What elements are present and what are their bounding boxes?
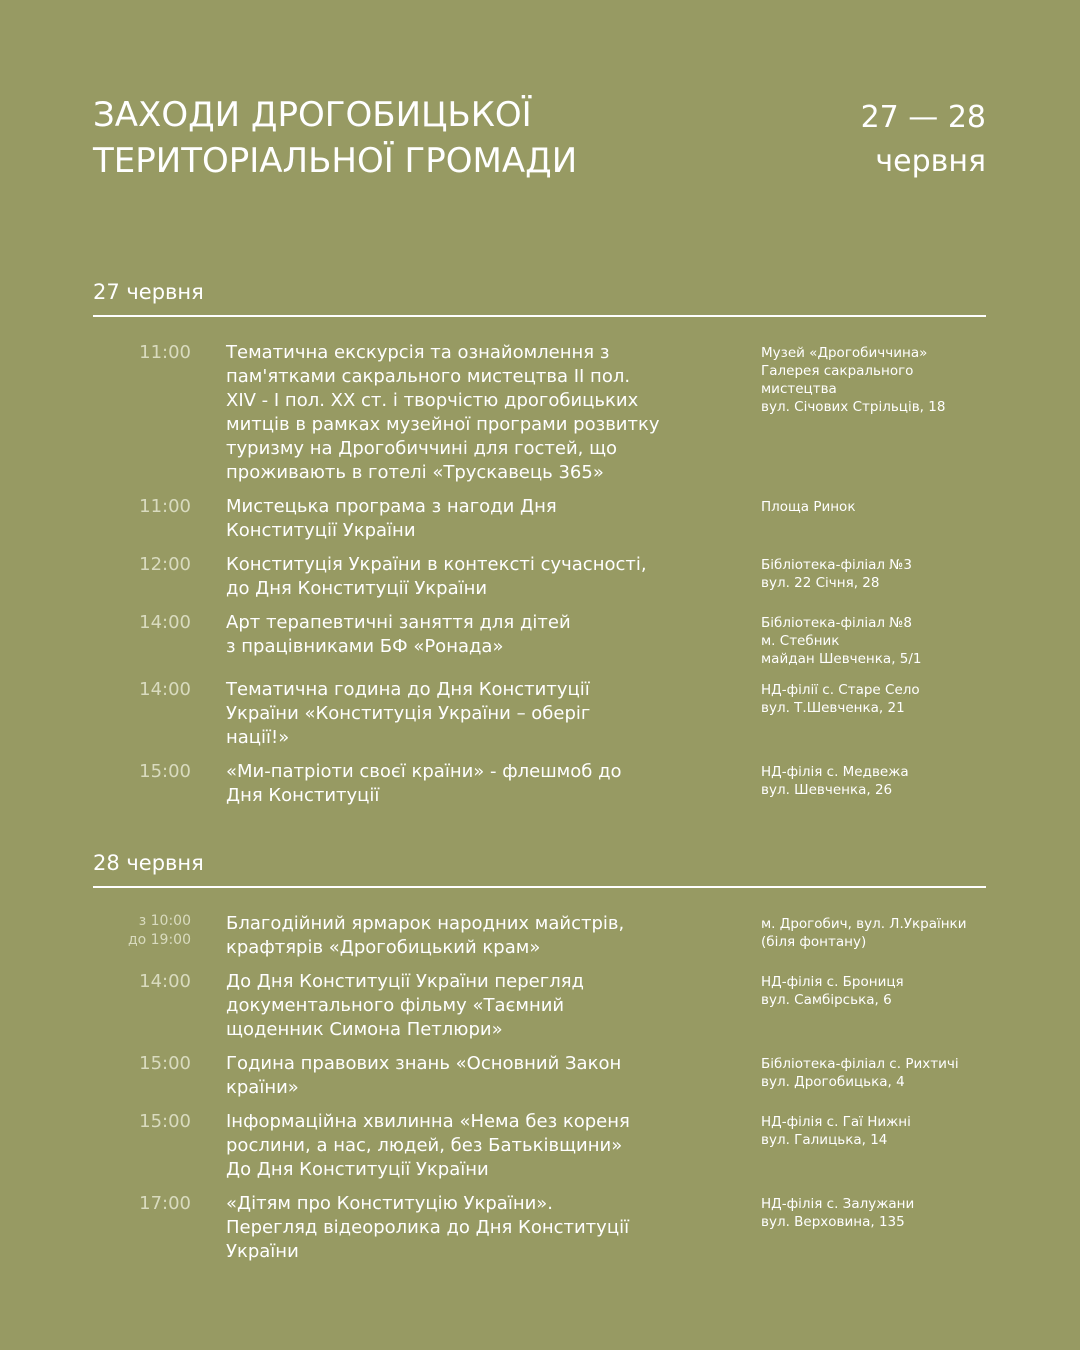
- event-place: НД-філія с. Брониця вул. Самбірська, 6: [761, 974, 904, 1008]
- day-heading: 28 червня: [93, 850, 986, 888]
- event-place: Бібліотека-філіал с. Рихтичі вул. Дрогобицька, 4: [761, 1056, 959, 1090]
- event-time: 14:00: [139, 971, 191, 992]
- event-time: 15:00: [139, 1111, 191, 1132]
- event-title: Година правових знань «Основний Закон країни»: [226, 1053, 622, 1098]
- event-time: 14:00: [139, 612, 191, 633]
- event-title: «Ми-патріоти своєї країни» - флешмоб до Дня Конституції: [226, 761, 622, 806]
- event-title: Благодійний ярмарок народних майстрів, крафтярів «Дрогобицький крам»: [226, 913, 625, 958]
- event-row: [93, 970, 986, 1042]
- event-title: Інформаційна хвилинна «Нема без кореня рослини, а нас, людей, без Батьківщини» До Дня Конституції України: [226, 1111, 630, 1180]
- day-section-27: [93, 279, 986, 818]
- title-line-1: ЗАХОДИ ДРОГОБИЦЬКОЇ: [93, 95, 532, 135]
- event-list: [93, 341, 986, 808]
- event-title: Конституція України в контексті сучасності, до Дня Конституції України: [226, 554, 647, 599]
- event-row: [93, 912, 986, 960]
- event-time-from: з 10:00: [138, 913, 191, 929]
- event-title: «Дітям про Конституцію України». Перегляд відеоролика до Дня Конституції України: [226, 1193, 630, 1262]
- event-place: Бібліотека-філіал №8 м. Стебник майдан Шевченка, 5/1: [761, 615, 922, 667]
- event-time: 17:00: [139, 1193, 191, 1214]
- event-title: Тематична година до Дня Конституції України «Конституція України – оберіг нації!»: [226, 679, 591, 748]
- page-title: [93, 92, 713, 184]
- event-title: Тематична екскурсія та ознайомлення з пам'ятками сакрального мистецтва ІІ пол. XIV - І пол. XX ст. і творчістю дрогобицьких митців в рамках музейної програми розвитку туризму на Дрогобиччині для гостей, що проживають в готелі «Трускавець 365»: [226, 342, 660, 483]
- page-header: [93, 92, 986, 184]
- date-range: 27 — 28: [860, 100, 986, 135]
- event-place: м. Дрогобич, вул. Л.Українки (біля фонтану): [761, 916, 967, 950]
- event-time: 15:00: [139, 761, 191, 782]
- event-row: [93, 495, 986, 543]
- event-row: [93, 678, 986, 750]
- event-place: Площа Ринок: [761, 499, 856, 515]
- event-row: [93, 1110, 986, 1182]
- event-title: До Дня Конституції України перегляд документального фільму «Таємний щоденник Симона Петлюри»: [226, 971, 584, 1040]
- event-time: 14:00: [139, 679, 191, 700]
- event-row: [93, 553, 986, 601]
- event-time-to: до 19:00: [127, 932, 191, 948]
- event-row: [93, 611, 986, 668]
- event-title: Арт терапевтичні заняття для дітей з працівниками БФ «Ронада»: [226, 612, 571, 657]
- title-line-2: ТЕРИТОРІАЛЬНОЇ ГРОМАДИ: [93, 141, 578, 181]
- event-place: НД-філія с. Гаї Нижні вул. Галицька, 14: [761, 1114, 911, 1148]
- day-heading: 27 червня: [93, 279, 986, 317]
- event-row: [93, 341, 986, 485]
- event-place: Музей «Дрогобиччина» Галерея сакрального мистецтва вул. Січових Стрільців, 18: [761, 345, 946, 415]
- event-title: Мистецька програма з нагоди Дня Конституції України: [226, 496, 557, 541]
- event-time-range: [93, 912, 191, 950]
- event-row: [93, 760, 986, 808]
- event-time: 15:00: [139, 1053, 191, 1074]
- day-section-28: [93, 850, 986, 1274]
- event-row: [93, 1192, 986, 1264]
- event-time: 11:00: [139, 342, 191, 363]
- event-place: НД-філії с. Старе Село вул. Т.Шевченка, 21: [761, 682, 920, 716]
- event-place: НД-філія с. Медвежа вул. Шевченка, 26: [761, 764, 909, 798]
- date-range-block: [861, 96, 986, 184]
- date-month: червня: [875, 144, 986, 179]
- event-time: 11:00: [139, 496, 191, 517]
- event-list: [93, 912, 986, 1264]
- event-place: НД-філія с. Залужани вул. Верховина, 135: [761, 1196, 915, 1230]
- event-place: Бібліотека-філіал №3 вул. 22 Січня, 28: [761, 557, 912, 591]
- event-row: [93, 1052, 986, 1100]
- event-time: 12:00: [139, 554, 191, 575]
